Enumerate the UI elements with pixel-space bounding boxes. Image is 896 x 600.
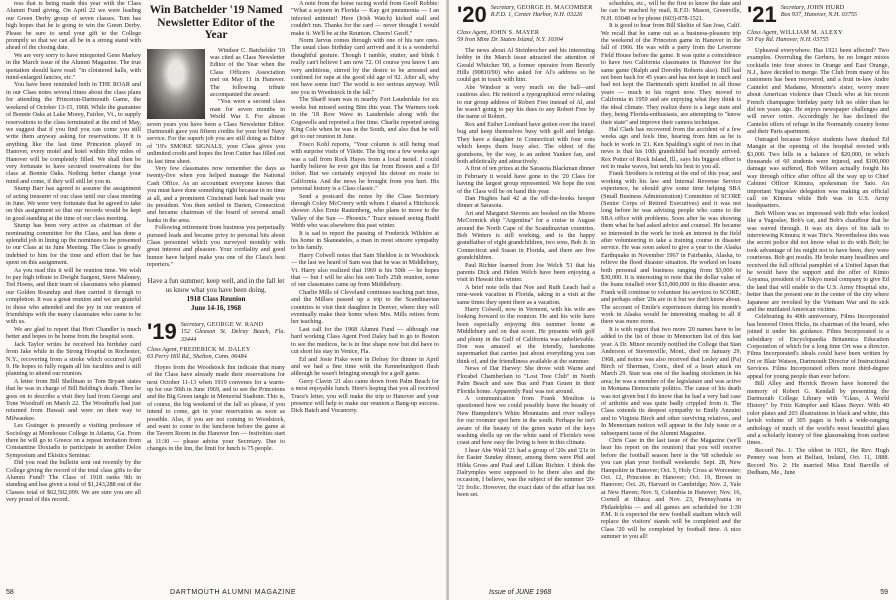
left-column-3 <box>291 0 439 590</box>
reunion-title: 1918 Class Reunion <box>186 294 246 303</box>
paragraph: News of Dar Harvey: She drove with Warne and Florabel Chamberlain to "Lost Tree Club" in North Palm Beach and saw Bus and Fran Gruen in their Florida home. Apparently Paul was not around. <box>457 365 595 395</box>
reunion-notice <box>147 277 285 313</box>
paragraph: Abe Windsor is very much on the ball—and cautious also. He noticed a typographical error relating to our group address of Robert Free instead of Al, and he wasn't going to pay his dues to any Robert Free by the name of Robert. <box>457 83 595 121</box>
paragraph: We are very sorry to have misquoted Gene Markey in the March issue of the Alumni Magazine. The true quotation should have read: "in cloistered halls, with mind-enlarged fancies, etc." <box>6 51 141 82</box>
reunion-dates: June 14-16, 1968 <box>191 303 241 312</box>
paragraph: Paul Richter learned from Joe Welch '51 that his parents Dick and Helen Welch have been enjoying a visit in Hawaii this winter. <box>457 261 595 284</box>
issue-date: Issue of JUNE 1968 <box>489 589 552 596</box>
paragraph: A note from the horse racing world from Geoff Robbie: "What a sojourn in Florida — Kay got pneumonia — I an infected antimini! Here (Irish Watch) kicked stall and couldn't run. Thanks for the card — never thought I would make it. We'll be at the Reunion. Cheers! Geoff." <box>291 0 439 37</box>
paragraph: schedules, etc., will be the first to know the date and he can be reached by mail, R.F.D. Mason, Greenville, N.H. 03048 or by phone (603)-878-1521. <box>601 0 741 22</box>
paragraph: It is with regret that two more '20 names have to be added to the list of those in Memorium list of this last year. A Dr. Minor recently notified the College that Stan Anderson of Stevensville, Mont., died on January 29, 1968, and notice was also received that Lesley and (Pa) Birch of Sherman, Conn., died of a heart attack on March 29. Stan was one of the leading stockmen in his area; he was a member of the legislature and was active in Montana Democratic politics. The cause of his death was not given but I do know that he had a very bad case of arthritis and was quite badly crippled from it. The Class extends its deepest sympathy to Emily Anzuini and to Virginia Birch and other surviving relatives, and In Memoriam notices will appear in the July issue or a subsequent issue of the Alumni Magazine. <box>601 325 741 437</box>
agent-address: 50 Fay Rd. Hanover, N.H. 03755 <box>747 36 829 44</box>
paragraph: Charlie Mills of Cleveland continues teaching part time, and the Millses passed up a trip to the Scandinavian countries to visit their daughter in Denver, where they will eventually make their home when Mrs. Mills retires from her teaching. <box>291 288 439 326</box>
secretary-name: JOHN HURD <box>806 4 845 11</box>
paragraph: Stump Barr has agreed to assume the assignment of acting treasurer of our class until our class meeting in June. We were very fortunate that he agreed to take on this assignment so that our records would be kept in good standing at the time of our class meeting. <box>6 185 141 222</box>
secretary-address: 152 Gleason St. Delray Beach, Fla. 33444 <box>180 328 285 343</box>
paragraph: Dan Hughes had 42 at the off-the-books hooper dinner at Sarasota. <box>457 194 595 210</box>
left-column-2 <box>147 0 285 590</box>
class-agent-block <box>457 29 595 44</box>
secretary-role: Secretary, <box>490 4 516 11</box>
secretary-address: R.F.D. 1, Center Harbor, N.H. 03226 <box>490 11 583 19</box>
class-year: '20 <box>457 2 487 27</box>
paragraph: Following retirement from business you perpetually pursued leads and became privy to personal bits about Class personnel which you surveyed monthly with great interest and pleasure. Your cordiality and good humor have helped make you one of the Class's best reporters." <box>147 224 285 269</box>
secretary-address: Box 937, Hanover, N.H. 03755 <box>780 11 858 19</box>
paragraph: Windsor C. Batchelder '19 was cited as Class Newsletter Editor of the Year when the Class Officers Association met on May 11 in Hanover. The following tribute accompanied the award: <box>210 46 285 98</box>
agent-address: 63 Perry Hill Rd., Shelton, Conn. 06484 <box>147 353 247 361</box>
paragraph: "You were a second class man for seven months in World War I. For almost seven years you have been a Class Newsletter Editor. Dartmouth gave you fifteen credits for your brief Navy service. For the superb job you are still doing as Editor of '19's SMOKE SIGNALS, your Class gives you unlimited credit and hopes the Iron Cutter has filled out its last time sheet. <box>147 98 285 165</box>
portrait-photo <box>147 49 205 119</box>
paragraph: Ed and Josie Fiske were in Delray for dinner in April and we had a fine time with the Kennebunkport flush although he wasn't bringing enough for a golf game. <box>291 355 439 378</box>
class-year: '21 <box>747 2 777 27</box>
secretary-name: GEORGE W. RAND <box>206 320 264 328</box>
agent-role: Class Agent, <box>147 345 179 353</box>
class-secretary-block <box>491 4 593 19</box>
paragraph: Send a postcard the notes by the Class Secretary through Coley McCreery with whom I shared a Hitchcock shower. Also Ernie Rautenberg, who plans to move to the Valley of the Sun — Phoenix." Trace missed seeing Budd Webb who was elsewhere this past winter. <box>291 192 439 230</box>
class-year: '19 <box>147 318 177 344</box>
paragraph: Fosco Kohl reports, "Your column is still being read with surprise visits of Vilette. The big one a few weeks ago was a call from Rock Hayes from a local motel. I could hardly believe he ever got this far from Boston and a DJ ticker. But we certainly enjoyed his detour en route to California. And the news he brought from you hurt. His personal history is a Class classic." <box>291 140 439 193</box>
paragraph: Art and Margaret Stevens are booked on the Moore McCormick ship "Argentina" for a cruise in August around the North Cape of the Scandinavian countries. Bob Winters is still working, and is the happy grandfather of eight grandchildren, two sons, Bob Jr. in Connecticut and Susan in Florida, and there are five grandchildren. <box>457 209 595 262</box>
class-19-text: Hoyes from the Woodstock Inn indicate that many of the Class have already made their reservations for next October 11-13 when 1919 convenes for a warm-up for our 50th in June 1969, and to see the Princetons and the Big Green tangle in Memorial Stadium. This is, of course, the big weekend of the fall so please, if you intend to come, get in your reservation as soon as possible. Also, if you are not coming to Woodstock, and want to come to the luncheon before the game at the Tavern Room in the Hanover Inn — festivities start at 11:30 — please advise your Secretary. Due to changes in the Inn, the limit for lunch is 75 people. <box>147 363 285 453</box>
paragraph: Outraged because Tokyo students have dunked Ed Mangin at the opening of the hospital erected with $3,000. Two bills in a balance of $20,000, in which thousands of 60 students were injured, and $100,000 damage was suffered, Bob Wilson actually fought his way through office after office all the way up to Chief Cabinet Officer Kimura, spokesman for Sato. An important Yugoslav delegation was making an official call on Kimura while Bob was in U.S. Army headquarters. <box>747 135 889 210</box>
paragraph: ress that is being made this year with the Class Alumni Fund giving. On April 22 we were leading our Green Derby group of seven classes. Tom has high hopes that he is going to win the Green Derby. Please be sure to send your gift to the College promptly so that we can all be in a strong stand with ahead of the closing date. <box>6 0 141 52</box>
agent-name: WILLIAM M. ALEXY <box>779 29 843 36</box>
paragraph: I hear Abe Weld '21 had a group of '20s and '21s in for Easter Sunday dinner, among them were Phil and Hilda Gross and Paul and Lillian Richter. I think the Dalrymples were supposed to be there also and the occasion, I believe, was the subject of the summer '20-'21 frolic. However, the exact date of the affair has not been set. <box>457 446 595 499</box>
paragraph: Very few classmates now remember the days as twenty-five when you helped manage the National Cash Office. As an accountant everyone knows that you must have done something right because in no time at all, and a prominent Cincinnati bank had made you its president. You then settled in Darien, Connecticut and became chairman of the board of several small banks in the area. <box>147 165 285 224</box>
secretary-name: GEORGE H. MACOMBER <box>516 4 593 11</box>
agent-role: Class Agent, <box>747 29 779 36</box>
paragraph: The news about Al Steinbrecher and his interesting hobby in the March issue attracted the attention of Gerald Whitcher '00, a former operator from Beverly Hills (90810/90) who asked for Al's address so he could get in touch with him. <box>457 46 595 84</box>
paragraph: A communication from Frank Moulton is questioned how we could possibly leave the beauty of New Hampshire's White Mountains and river valleys for our roomier spot here in the south. Perhaps he isn't aware of the beauty of the green water of the keys washing shells up on the white sand of Florida's west coast and how easy the living is here in this climate. <box>457 394 595 447</box>
paragraph: Bill Alley and Herrick Brown have honored the memory of Robert G. Kendall by presenting the Dartmouth College Library with "Glass, A World History" by Fritz Kämpfer and Klaus Beyer. With 40 color plates and 203 illustrations in black and white, this lavish volume of 305 pages is both a wide-ranging anthology of much of the world's most beautiful glass and a scholarly history of fine glassmaking from earliest times. <box>747 380 889 447</box>
left-page <box>0 0 447 600</box>
left-column-1 <box>6 0 141 590</box>
paragraph: Frank Strothers is retiring at the end of this year, and working with his law and Internal Revenue Service experience, he should give some time helping SBA (Small Business Administration) Committee of SCORE (Senior Corps of Retired Executives) and it was not long before he was advising people who came to the SBA office with problems. Soon after he was showing them what he had asked advice and counsel. He became so interested in the work he took an interest in the field after volunteering to take a training course in disaster service. He was soon asked to give a year to the Alaska Earthquake in November 1967 in Fairbanks, Alaska, to relieve the flood disaster situation. He worked on loans both personal and business ranging from $3,000 to $30,000. It is interesting to note that the dollar value of the loans totalled over $15,000,000 in this disaster area. Frank will continue to volunteer his services to SCORE, and perhaps other '20s are in it but we don't know about. The account of Emile's experiences during his month's work in Alaska would be interesting reading to all if there was more room. <box>601 170 741 326</box>
feature-title: Win Batchelder '19 Named Newsletter Editor of the Year <box>149 4 283 41</box>
class-21-header <box>747 4 889 26</box>
paragraph: Stump has been very active as chairman of the nominating committee for the Class, and has done a splendid job in lining up the nominees to be presented to our Class at its June Meeting. The Class is greatly indebted to him for the time and effort that he has spent on this assignment. <box>6 222 141 267</box>
agent-role: Class Agent, <box>457 29 489 36</box>
paragraph: Jack Taylor writes he received his birthday card from Jake while in the Strong Hospital in Rochester, N.Y., recovering from a stroke which occurred April 9. He hopes to fully regain all his faculties and is still planning to attend our reunion. <box>6 340 141 378</box>
page-number: 58 <box>6 589 14 596</box>
class-21-text <box>747 47 889 477</box>
paragraph: Hal Clark has recovered from the accident of a few weeks ago and feels fine, hearing from him as he is back to work in '21. Ken Spalding's sight of two in that news is that his 10th grandchild had recently arrived. Rex Potter of Rock Island, Ill., says his biggest effort is not to make waves, but sends his best to you all. <box>601 125 741 170</box>
paragraph: A letter from Bill Shellman to Tom Bryant states that he was in charge of Bill Belding's death. Then he goes on to describe a visit they had from George and Tone Woodruff on March 22. The Woodruffs had just returned from Hawaii and were on their way to Milwaukee. <box>6 377 141 422</box>
agent-address: 59 Iron Mine Dr. Staten Island, N.Y. 10304 <box>457 36 563 44</box>
paragraph: We are glad to report that Hort Chandler is much better and hopes to be home from the hospital soon. <box>6 325 141 341</box>
agent-name: FREDERICK M. DALEY <box>179 345 251 353</box>
paragraph: You have been reminded both in THE ROAR and in our Class notes several times about the class plans for attending the Princeton-Dartmouth Game, the weekend of October 13-15, 1968. While the guarantee of Bonnie Oaks at Lake Morey, Fairlee, Vt., to supply reservations to the class terminated at the end of May, we suggest that if you find you can come you still write them anyway asking for reservations. If it is anything like the last time Princeton played in Hanover, every motel and hotel within fifty miles of Hanover will be completely filled. We shall then be very fortunate to have secured reservations for the class at Bonnie Oaks. Nothing better change your mind and come, if they will still let you in. <box>6 81 141 185</box>
reunion-closing-line: Have a fun summer; keep well, and in the fall let us know what you have been doing. <box>147 276 285 294</box>
paragraph: It is sad to report the passing of Frederick Wilshire at his home in Skaneateles, a man in most sincere sympathy to his family. <box>291 229 439 252</box>
class-20-header <box>457 4 595 26</box>
magazine-name: DARTMOUTH ALUMNI MAGAZINE <box>170 589 297 596</box>
paragraph: The Sharff team was in nearby Fort Lauderdale for six weeks but missed seeing Bim this year. The Warners took in the '18 Row Wave in Lauderdale along with the Cogswells and reported a fine time. Charlie reported seeing King Cole when he was in the South, and also that he will get to our reunion in June. <box>291 96 439 141</box>
class-agent-block <box>747 29 889 44</box>
paragraph: Record No. 1: The oldest in 1921, the Rev. Hugh Penney was born at Belfast, Ireland, Oct. 11, 1888. Record No. 2: He married Miss Enid Barville of Dedham, Me., June <box>747 446 889 476</box>
paragraph: Did you read the bulletin sent out recently by the College giving the record of the total class gifts to the Alumni Fund? The Class of 1918 ranks 9th in standing and has given a total of $1,243,288 out of the Classes total of $62,502,099. We are sure you are all very proud of this record. <box>6 459 141 504</box>
class-secretary-block <box>181 321 285 343</box>
paragraph: Rex and Esther Lombard have gotten over the travel bug and keep themselves busy with golf and bridge. They have a daughter in Connecticut with four sons which keeps them busy also. The oldest of the grandsons, by the way, is an ardent Yankee fan, and both athletically and attractively. <box>457 120 595 165</box>
paragraph: Gerry Clavin '21 also came down from Palm Beach for a most enjoyable lunch. Here's hoping that you all received Trace's letter, you will make the trip to Hanover and your presence will help to make our reunion a Bang-up success. Dick Batch and Vocanorry. <box>291 377 439 415</box>
paragraph: As you read this it will be reunion time. We wish to pay high tribute to Dwight Sargent, Steve Maloney, Ted Hoens, and their team of classmates who planned our Golden Roundup and then carried it through to completion. It was a great reunion and we are grateful to those who attended and the joy in our reunion of friendships with the many classmates who came to be with us. <box>6 266 141 326</box>
right-page <box>449 0 896 600</box>
right-column-1 <box>457 0 595 590</box>
paragraph: It is good to hear from Bill Skeltie of San Jose, Calif. We recall that he came out as a business-pleasure trip the weekend of the Princeton game in Hanover in the fall of 1966. He was with a party from the Leverone Field House before the game. It was quite a coincidence to have two California classmates in Hanover for the same game (Ralph and Dorothy Roberts also). Bill had not been back for 45 years and has not kept in touch and had not kept the Dartmouth spirit kindled in all those years — much to his regret now. They moved to California in 1959 and are enjoying what they think is the ideal climate. They realize there is a large state and they, being Florida-enthusiasts, are attempting to "know their state" and improve their camera technique. <box>601 22 741 126</box>
right-column-2 <box>601 0 741 590</box>
paragraph: Upheaval everywhere. Has 1921 been affected? Two examples. Overruling the Gerbers, he no longer mixes cocktails into four stores in Orange and East Orange, N.J., have decided to merge. The Club from many of his customers has been recovered, and a fruit in-law Andre Cantelot and Madame, Monette's sister, worry more about American violence than Chuck who at his recent French champagne birthday party felt no older than he did ten years ago. He enjoys newspaper challenges and will never retire. Accordingly he has declined the Cantelot offers of refuge in the Normandy country home and their Paris apartment. <box>747 46 889 136</box>
paragraph: Les Grainger is presently a visiting professor of Sociology at Morehouse College in Atlanta, Ga. From there he will go to Greece on a repeat invitation from Constantine Doxiadis to participate in another Delos Symposium and Ekistics Seminar. <box>6 422 141 459</box>
secretary-role: Secretary, <box>780 4 806 11</box>
class-19-header <box>147 318 285 344</box>
paragraph: Bob Wilson was so impressed with Bob who looked like a Yugoslav, Bob's car, and Bob's chauffeur that he was waved through. It was six days of his talk to interviewing Kimura; it was Tito's. Nevertheless this was the secret police did not know what to do with Bob; he took advantage of his might not to have been, they were courteous. Bob got results. He broke many headlines and received the full official pamphlet of a United Japan that he would have the support and the offer of Kimio Aoyama, president of a Tokyo metal company to give Ed the land that will enable to the U.S. Army Hospital site, better than the present one in the center of the city where Japanese are revolted by the Vietnam War and its sick and the mutilated American victims. <box>747 209 889 314</box>
secretary-role: Secretary, <box>180 320 206 328</box>
paragraph: Last call for the 1968 Alumni Fund — although our hard working Class Agent Fred Daley had to go to Boston to see the medicos, he is in fine shape now but did have to cut short his stay in Venice, Fla. <box>291 325 439 356</box>
class-secretary-block <box>781 4 857 19</box>
paragraph: Harry Colwell, now in Vermont, with his wife are looking forward to the reunion. He and his wife have been especially enjoying this summer home at Middlebury and on that score. He presents with golf and plenty in the Gulf of California was unbelievable. Don was amazed at the friendly, handsome supermarket that carries just about everything you can think of, and the friendliness available at the summer. <box>457 306 595 365</box>
paragraph: Norm Jarvus comes through with one of his rare ones. The usual class birthday card arrived and it is a wonderful thoughtful gesture. Though I ramble, stutter, and blink I really can't believe I am now 72. Of course you know I am very ambitious, stirred by the desire to be arrested and confined for rape at the good old age of 92. After all, why not have some fun? The world is too serious anyway. Will see you in Woodstock in the fall." <box>291 37 439 96</box>
paragraph: A brief note tells that Noe and Ruth Leach had a nine-week vacation in Florida, taking in a visit at the same times they spent there as a vacation. <box>457 283 595 306</box>
class-20-text <box>457 47 595 499</box>
paragraph: Chris Case in the last issue of the Magazine (we'll hear his report on the reunion) that you will receive before the football season here is the '68 schedule so you can plan your football weekends: Sept. 28, New Hampshire in Hanover; Oct. 5, Holy Cross at Worcester; Oct. 12, Princeton in Hanover; Oct. 19, Brown in Hanover; Oct. 26, Harvard in Cambridge; Nov. 2, Yale at New Haven; Nov. 9, Columbia in Hanover; Nov. 16, Cornell at Ithaca; and Nov. 23, Pennsylvania in Philadelphia — and all games are scheduled for 1:30 P.M. It is expected the new football stadium which will replace the visitors' stands will be completed and the Class '20 will be completed by football time. A nice summer to you all! <box>601 436 741 541</box>
paragraph: A first of ten prizes at the Sarasota Blackman dinner in February it would have gone to the '20 Class for having the largest group represented. We hope the rest of the Class will be on hand this year. <box>457 165 595 195</box>
agent-name: JOHN S. MAYER <box>489 29 540 36</box>
class-agent-block <box>147 346 285 361</box>
paragraph: Celebrating its 40th anniversary, Films Incorporated has honored Orton Hicks, its chairman of the board, who joined it under his guidance. Films Incorporated is a subsidiary of Encyclopaedia Britannica Education Corporation of which for a long time Ort was a director. Films Incorporated's ideals could have been written by Ort or Blair Watson, Dartmouth Director of Instructional Services. Films Incorporated offers more third-degree appeal for young people than ever before. <box>747 313 889 380</box>
right-column-3 <box>747 0 889 590</box>
paragraph: Harry Colwell notes that Sam Sheldon is in Woodstock — the last we heard of Sam was that he was in Middlebury, Vt. Harry also realized that 1969 is his 50th — he hopes that — but I will be also his son Ted's 25th reunion, some of our classmates came up from Middlebury. <box>291 251 439 289</box>
page-number: 59 <box>880 589 888 596</box>
